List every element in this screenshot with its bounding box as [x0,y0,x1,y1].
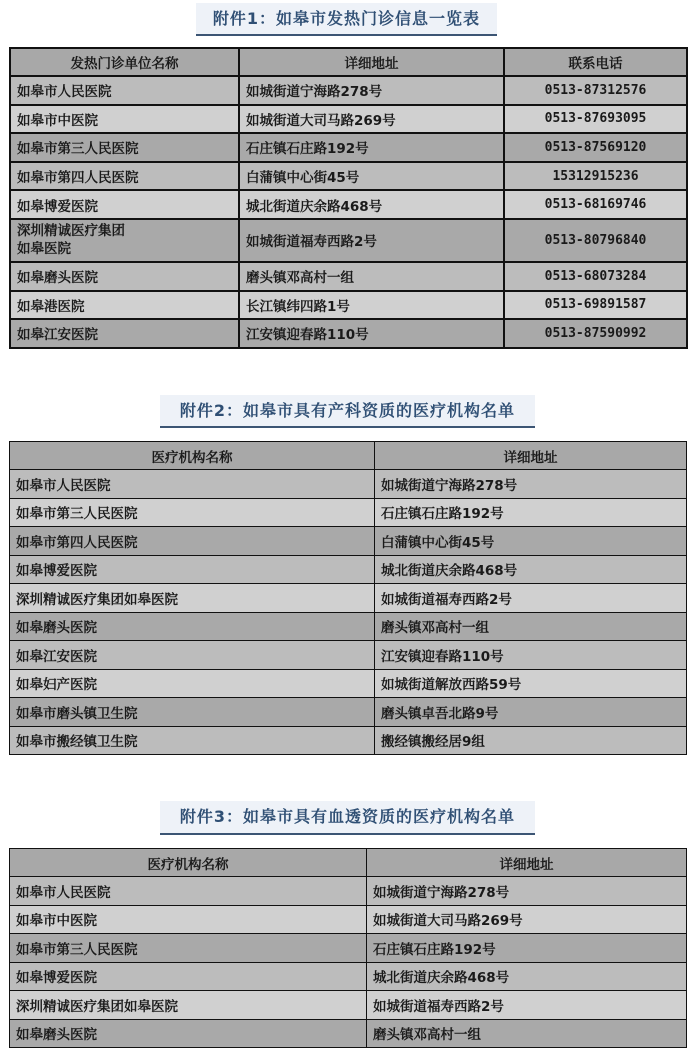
cell-name: 如皋磨头医院 [10,262,239,291]
cell-address: 如城街道大司马路269号 [239,105,504,134]
table-row [10,76,687,105]
cell-name: 如皋妇产医院 [10,669,375,698]
table-row [10,527,687,556]
cell-phone: 0513-87693095 [504,105,687,134]
cell-name: 如皋市第四人民医院 [10,162,239,191]
table-row [10,612,687,641]
cell-name: 如皋市人民医院 [10,877,367,906]
table-row [10,934,687,963]
cell-address: 城北街道庆余路468号 [367,962,687,991]
cell-address: 如城街道福寿西路2号 [239,219,504,262]
column-header-name: 医疗机构名称 [10,849,367,877]
cell-name [10,219,239,262]
section-2-title: 附件2：如皋市具有产科资质的医疗机构名单 [160,395,535,428]
table-row [10,219,687,262]
cell-address: 磨头镇邓高村一组 [375,612,687,641]
table-row [10,641,687,670]
column-header-name: 发热门诊单位名称 [10,48,239,76]
table-row [10,962,687,991]
cell-name: 如皋市第三人民医院 [10,133,239,162]
column-header-address: 详细地址 [239,48,504,76]
table-row [10,190,687,219]
cell-name: 如皋江安医院 [10,641,375,670]
table-row [10,698,687,727]
cell-address: 如城街道福寿西路2号 [367,991,687,1020]
table-row [10,262,687,291]
column-header-phone: 联系电话 [504,48,687,76]
section-3-title: 附件3：如皋市具有血透资质的医疗机构名单 [160,801,535,835]
table-row [10,584,687,613]
cell-phone: 0513-69891587 [504,291,687,320]
cell-name: 如皋江安医院 [10,319,239,348]
table-header-row [10,48,687,76]
column-header-address: 详细地址 [367,849,687,877]
cell-name: 如皋磨头医院 [10,612,375,641]
cell-name: 如皋市第三人民医院 [10,498,375,527]
cell-address: 长江镇纬四路1号 [239,291,504,320]
cell-address: 白蒲镇中心街45号 [375,527,687,556]
cell-name: 如皋市人民医院 [10,76,239,105]
dialysis-institution-table [9,848,687,1048]
column-header-address: 详细地址 [375,442,687,470]
cell-name: 如皋市第四人民医院 [10,527,375,556]
table-row [10,905,687,934]
cell-name: 如皋博爱医院 [10,190,239,219]
table-row [10,105,687,134]
cell-address: 磨头镇邓高村一组 [239,262,504,291]
fever-clinic-table [9,47,688,349]
cell-address: 石庄镇石庄路192号 [239,133,504,162]
cell-address: 磨头镇邓高村一组 [367,1019,687,1048]
table-row [10,319,687,348]
table-row [10,991,687,1020]
cell-phone: 0513-68169746 [504,190,687,219]
cell-address: 石庄镇石庄路192号 [375,498,687,527]
cell-name: 如皋市中医院 [10,105,239,134]
table-row [10,1019,687,1048]
cell-address: 如城街道大司马路269号 [367,905,687,934]
cell-phone: 0513-68073284 [504,262,687,291]
cell-name-line1: 深圳精诚医疗集团 [17,223,125,240]
cell-name: 如皋市磨头镇卫生院 [10,698,375,727]
cell-phone: 15312915236 [504,162,687,191]
cell-name: 如皋博爱医院 [10,962,367,991]
cell-name: 如皋磨头医院 [10,1019,367,1048]
cell-address: 石庄镇石庄路192号 [367,934,687,963]
table-row [10,133,687,162]
cell-name: 如皋市搬经镇卫生院 [10,726,375,755]
table-row [10,555,687,584]
cell-name: 如皋博爱医院 [10,555,375,584]
cell-address: 城北街道庆余路468号 [375,555,687,584]
section-1-title: 附件1：如皋市发热门诊信息一览表 [196,3,497,36]
cell-phone: 0513-87312576 [504,76,687,105]
table-header-row [10,442,687,470]
cell-name: 如皋市第三人民医院 [10,934,367,963]
cell-phone: 0513-87569120 [504,133,687,162]
cell-address: 如城街道宁海路278号 [367,877,687,906]
cell-name: 如皋港医院 [10,291,239,320]
table-row [10,726,687,755]
cell-address: 江安镇迎春路110号 [239,319,504,348]
cell-address: 如城街道宁海路278号 [239,76,504,105]
cell-phone: 0513-87590992 [504,319,687,348]
cell-address: 江安镇迎春路110号 [375,641,687,670]
cell-name: 深圳精诚医疗集团如皋医院 [10,991,367,1020]
cell-name: 深圳精诚医疗集团如皋医院 [10,584,375,613]
cell-address: 白蒲镇中心街45号 [239,162,504,191]
table-row [10,291,687,320]
cell-name: 如皋市人民医院 [10,470,375,499]
cell-address: 城北街道庆余路468号 [239,190,504,219]
table-header-row [10,849,687,877]
table-row [10,877,687,906]
table-row [10,498,687,527]
table-row [10,669,687,698]
table-row [10,162,687,191]
column-header-name: 医疗机构名称 [10,442,375,470]
obstetrics-institution-table [9,441,687,755]
cell-phone: 0513-80796840 [504,219,687,262]
cell-address: 磨头镇卓吾北路9号 [375,698,687,727]
cell-address: 如城街道解放西路59号 [375,669,687,698]
table-row [10,470,687,499]
cell-name: 如皋市中医院 [10,905,367,934]
cell-name-line2: 如皋医院 [17,241,71,258]
cell-address: 如城街道福寿西路2号 [375,584,687,613]
cell-address: 搬经镇搬经居9组 [375,726,687,755]
cell-address: 如城街道宁海路278号 [375,470,687,499]
